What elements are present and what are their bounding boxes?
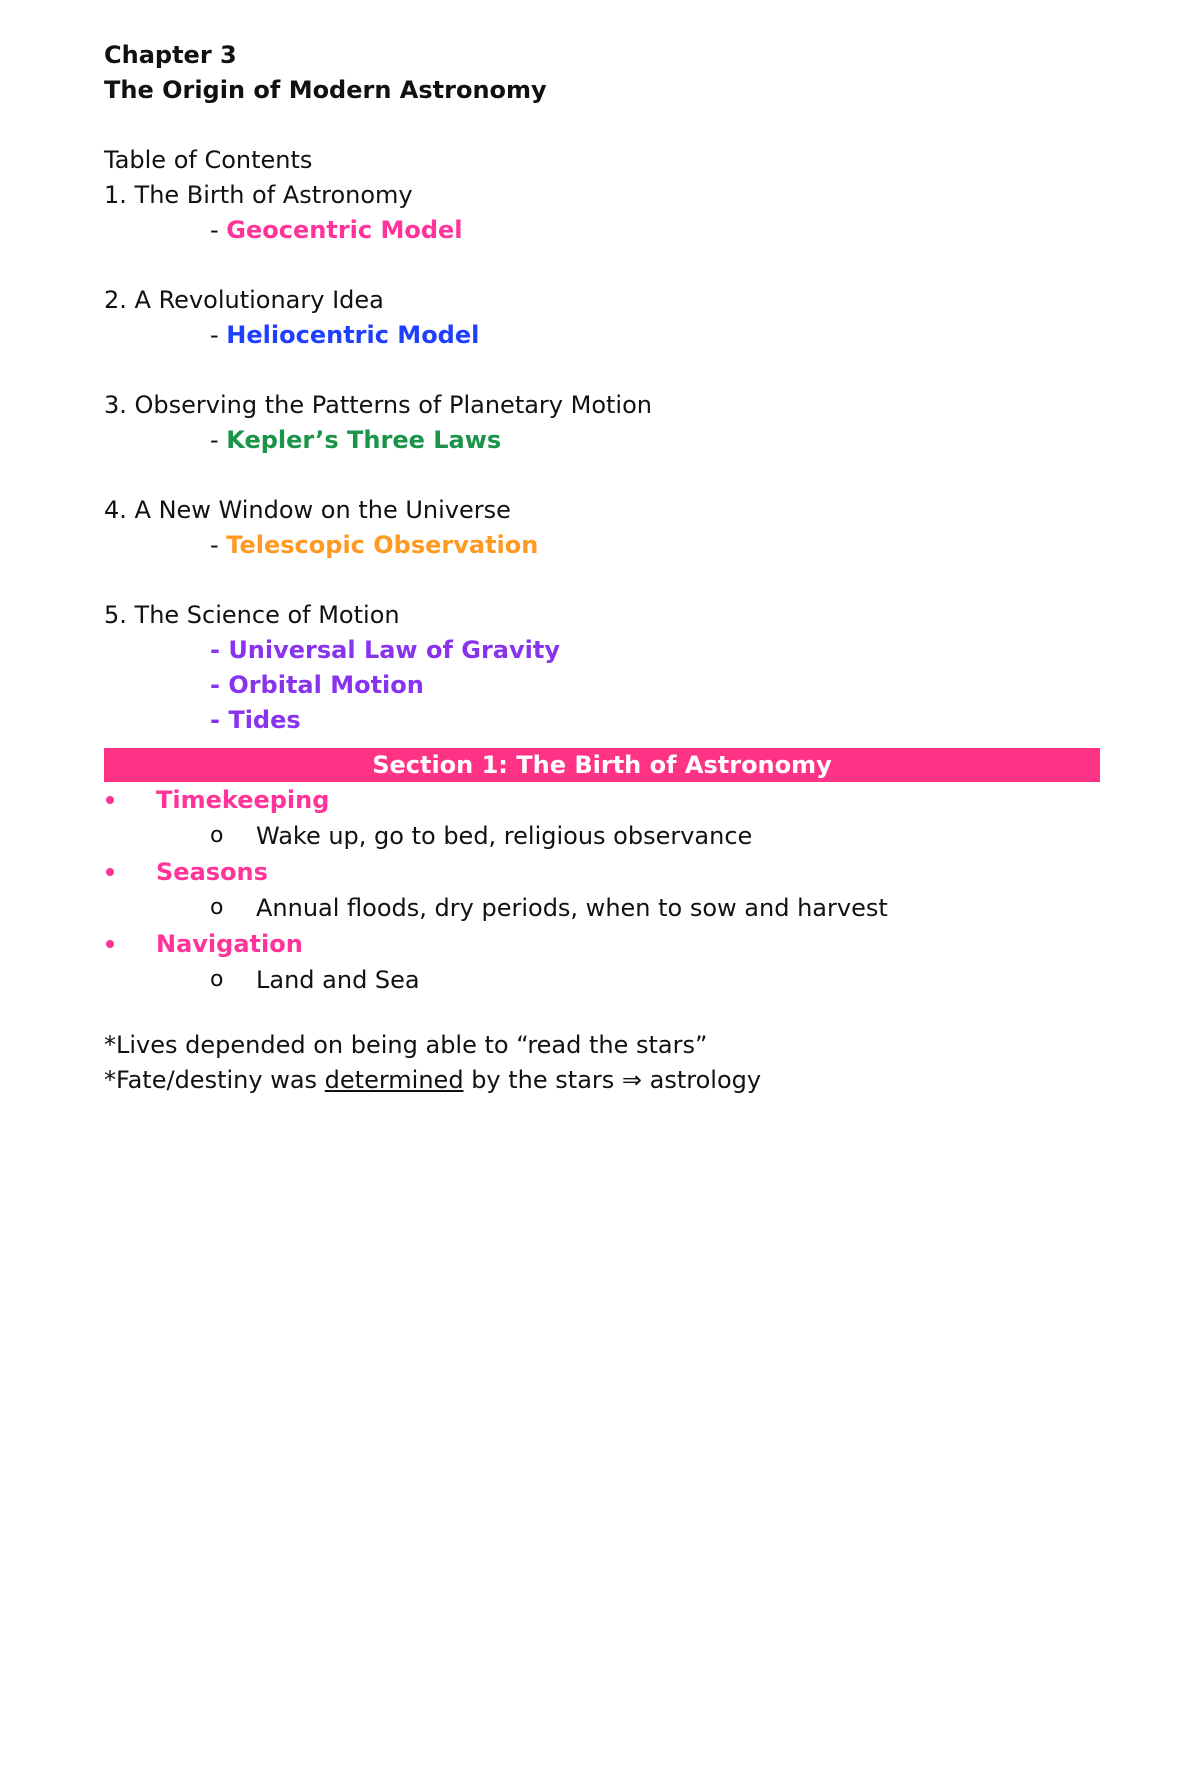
- note-line-2: [104, 1063, 1104, 1098]
- toc-subitem-heliocentric: [104, 318, 1104, 353]
- toc-item-5: 5. The Science of Motion: [104, 601, 400, 629]
- bullet-item-timekeeping: [104, 782, 1104, 818]
- spacer: [104, 108, 1104, 143]
- chapter-label: Chapter 3: [104, 41, 237, 69]
- toc-subitem-text: Telescopic Observation: [226, 531, 539, 559]
- bullet-label: Seasons: [156, 858, 268, 886]
- note-suffix: by the stars ⇒ astrology: [463, 1066, 762, 1094]
- dash: -: [210, 216, 227, 244]
- dash: -: [210, 531, 227, 559]
- bullet-icon: [106, 868, 114, 876]
- spacer: [104, 248, 1104, 283]
- bullet-icon: [106, 796, 114, 804]
- bullet-item-navigation: [104, 926, 1104, 962]
- toc-subitem-text: Kepler’s Three Laws: [226, 426, 502, 454]
- toc-subitem-telescopic: [104, 528, 1104, 563]
- note-prefix: *Fate/destiny was: [104, 1066, 325, 1094]
- toc-item-1: 1. The Birth of Astronomy: [104, 181, 413, 209]
- dash: -: [210, 321, 227, 349]
- circle-bullet-icon: o: [210, 823, 224, 848]
- toc-subitem-orbital: - Orbital Motion: [210, 671, 424, 699]
- bullet-item-seasons: [104, 854, 1104, 890]
- note-line-1: *Lives depended on being able to “read the stars”: [104, 1031, 708, 1059]
- toc-subitem-tides: - Tides: [210, 706, 301, 734]
- document-page: [104, 38, 1104, 1098]
- spacer: [104, 563, 1104, 598]
- toc-subitem-kepler: [104, 423, 1104, 458]
- toc-item-3: 3. Observing the Patterns of Planetary Motion: [104, 391, 652, 419]
- bullet-label: Timekeeping: [156, 786, 330, 814]
- toc-heading: Table of Contents: [104, 146, 313, 174]
- sub-bullet-text: Wake up, go to bed, religious observance: [256, 822, 753, 850]
- bullet-icon: [106, 940, 114, 948]
- spacer: [104, 458, 1104, 493]
- sub-bullet-item: [104, 890, 1104, 926]
- sub-bullet-item: [104, 818, 1104, 854]
- spacer: [104, 353, 1104, 388]
- toc-subitem-gravity: - Universal Law of Gravity: [210, 636, 560, 664]
- circle-bullet-icon: o: [210, 967, 224, 992]
- sub-bullet-text: Land and Sea: [256, 966, 420, 994]
- toc-subitem-text: Heliocentric Model: [226, 321, 480, 349]
- circle-bullet-icon: o: [210, 895, 224, 920]
- bullet-label: Navigation: [156, 930, 303, 958]
- chapter-title: The Origin of Modern Astronomy: [104, 76, 547, 104]
- underlined-word: determined: [324, 1066, 464, 1094]
- toc-item-4: 4. A New Window on the Universe: [104, 496, 511, 524]
- toc-subitem-geocentric: [104, 213, 1104, 248]
- sub-bullet-text: Annual floods, dry periods, when to sow and harvest: [256, 894, 888, 922]
- sub-bullet-item: [104, 962, 1104, 998]
- section-1-header: Section 1: The Birth of Astronomy: [104, 748, 1100, 782]
- toc-subitem-text: Geocentric Model: [226, 216, 463, 244]
- toc-item-2: 2. A Revolutionary Idea: [104, 286, 384, 314]
- dash: -: [210, 426, 227, 454]
- spacer: [104, 998, 1104, 1028]
